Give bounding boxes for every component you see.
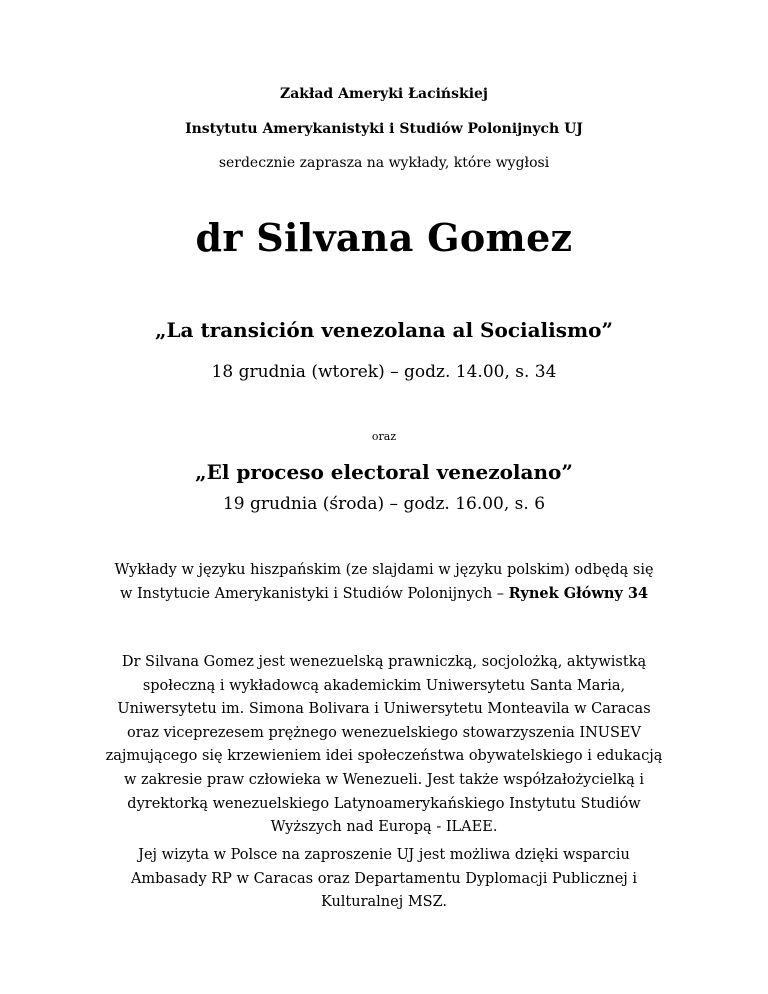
speaker-name: dr Silvana Gomez (195, 215, 573, 260)
bio-line: w zakresie praw człowieka w Wenezueli. Jest także współzałożycielką i (123, 771, 645, 788)
bio-line: Wyższych nad Europą - ILAEE. (270, 819, 498, 836)
support-line: Kulturalnej MSZ. (320, 894, 448, 911)
invitation-text: serdecznie zaprasza na wykłady, które wygłosi (218, 155, 550, 171)
support-line: Ambasady RP w Caracas oraz Departamentu Dyplomacji Publicznej i (130, 870, 638, 887)
department-name: Zakład Ameryki Łacińskiej (279, 86, 488, 102)
bio-line: oraz viceprezesem prężnego wenezuelskiego stowarzyszenia INUSEV (127, 724, 641, 741)
lecture-2-datetime: 19 grudnia (środa) – godz. 16.00, s. 6 (222, 494, 546, 514)
venue-address: Rynek Główny 34 (508, 585, 649, 602)
bio-line: dyrektorką wenezuelskiego Latynoamerykańskiego Instytutu Studiów (127, 795, 641, 812)
language-note-line-1: Wykłady w języku hiszpańskim (ze slajdami w języku polskim) odbędą się (114, 562, 654, 578)
support-line: Jej wizyta w Polsce na zaproszenie UJ jest możliwa dzięki wsparciu (138, 847, 630, 863)
lecture-1-datetime: 18 grudnia (wtorek) – godz. 14.00, s. 34 (211, 362, 557, 382)
venue-text: w Instytucie Amerykanistyki i Studiów Polonijnych – (119, 586, 509, 602)
bio-line: zajmującego się krzewieniem idei społeczeństwa obywatelskiego i edukacją (105, 748, 663, 765)
institute-name: Instytutu Amerykanistyki i Studiów Polonijnych UJ (185, 121, 583, 137)
connector-text: oraz (371, 430, 397, 443)
bio-line: Uniwersytetu im. Simona Bolivara i Uniwersytetu Monteavila w Caracas (117, 701, 651, 718)
bio-line: społeczną i wykładowcą akademickim Uniwersytetu Santa Maria, (142, 677, 626, 694)
lecture-1-title: „La transición venezolana al Socialismo” (154, 318, 614, 342)
language-note-line-2 (0, 585, 768, 602)
bio-line: Dr Silvana Gomez jest wenezuelską prawniczką, socjolożką, aktywistką (121, 654, 647, 670)
support-note (60, 844, 708, 915)
speaker-bio (60, 651, 708, 840)
lecture-2-title: „El proceso electoral venezolano” (195, 460, 573, 484)
